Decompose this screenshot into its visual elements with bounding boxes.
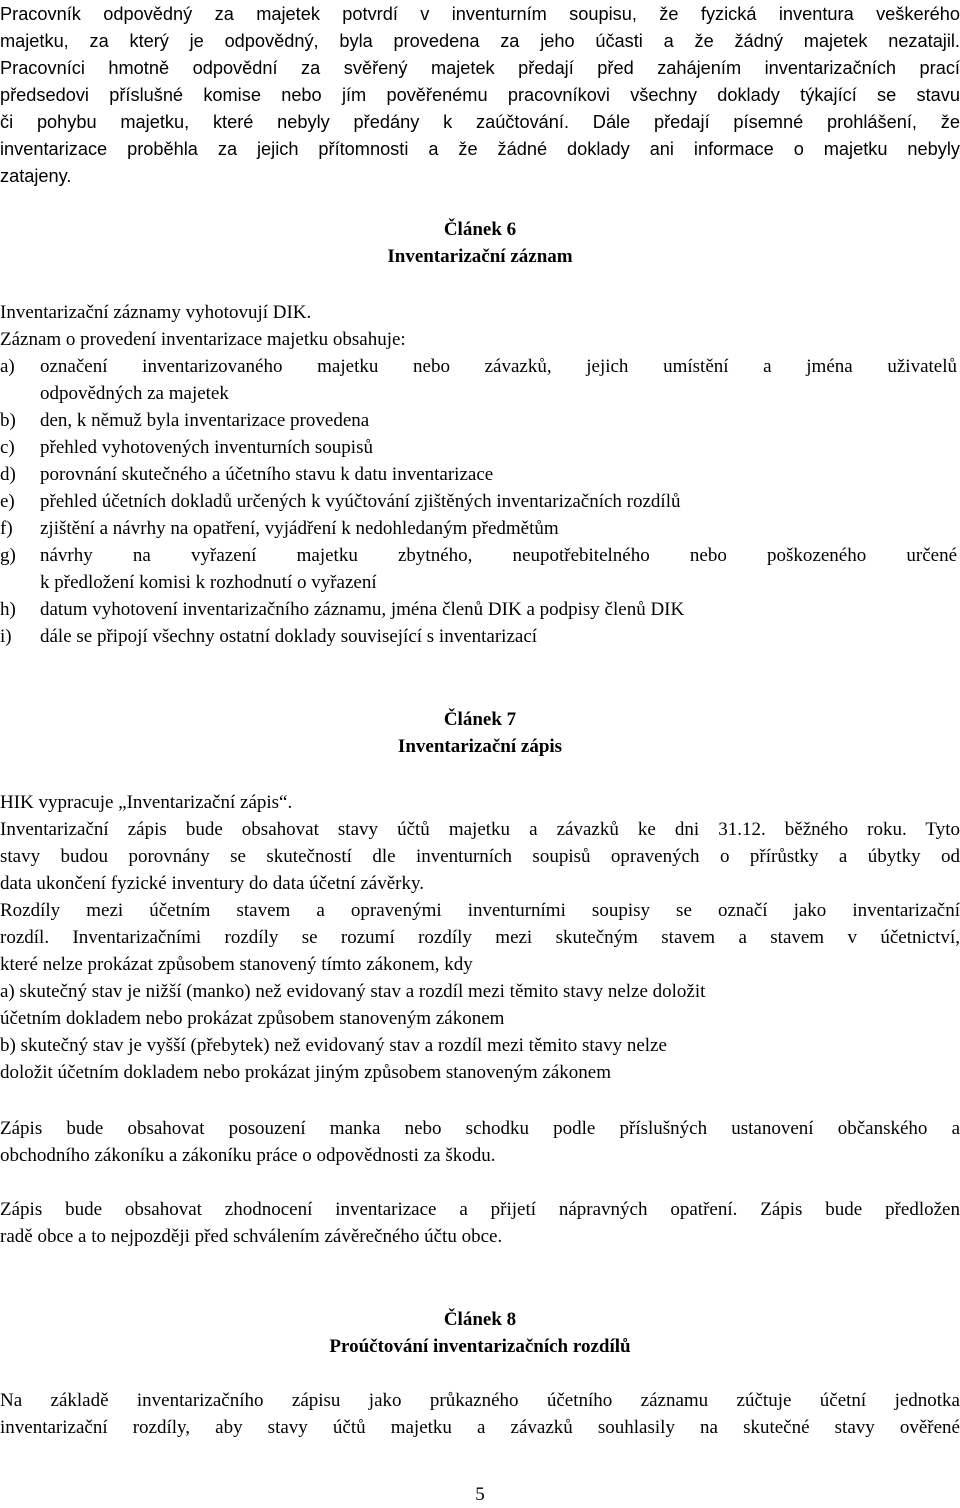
- list-item-text: označení inventarizovaného majetku nebo závazků, jejich umístění a jména uživatelů: [40, 356, 957, 377]
- body-line: a) skutečný stav je nižší (manko) než evidovaný stav a rozdíl mezi těmito stavy nelze doložit: [0, 981, 706, 1002]
- list-item-text: dále se připojí všechny ostatní doklady související s inventarizací: [40, 626, 538, 647]
- list-marker: c): [0, 437, 15, 458]
- list-item-text: zjištění a návrhy na opatření, vyjádření k nedohledaným předmětům: [40, 518, 559, 539]
- body-line: radě obce a to nejpozději před schválením závěrečného účtu obce.: [0, 1226, 503, 1247]
- list-marker: f): [0, 518, 13, 539]
- intro-line: majetku, za který je odpovědný, byla provedena za jeho účasti a že žádný majetek nezatajil.: [0, 31, 960, 51]
- article-7-paragraph-3: [0, 1196, 960, 1250]
- body-line: inventarizační rozdíly, aby stavy účtů majetku a závazků souhlasily na skutečné stavy ověřené: [0, 1417, 960, 1438]
- list-marker: b): [0, 410, 16, 431]
- article-number: Článek 8: [443, 1309, 517, 1330]
- list-item: [0, 623, 960, 650]
- article-7-body: [0, 789, 960, 1086]
- intro-line: zatajeny.: [0, 166, 72, 186]
- body-line: rozdíl. Inventarizačními rozdíly se rozumí rozdíly mezi skutečným stavem a stavem v účetnictví,: [0, 927, 960, 948]
- body-line: Na základě inventarizačního zápisu jako průkazného účetního záznamu zúčtuje účetní jednotka: [0, 1390, 960, 1411]
- intro-line: Pracovník odpovědný za majetek potvrdí v inventurním soupisu, že fyzická inventura veškerého: [0, 4, 960, 24]
- body-line: účetním dokladem nebo prokázat způsobem stanoveným zákonem: [0, 1008, 505, 1029]
- body-line: doložit účetním dokladem nebo prokázat jiným způsobem stanoveným zákonem: [0, 1062, 612, 1083]
- list-marker: h): [0, 599, 16, 620]
- article-number: Článek 7: [443, 709, 517, 730]
- article-number: Článek 6: [443, 219, 517, 240]
- list-item-text: datum vyhotovení inventarizačního záznamu, jména členů DIK a podpisy členů DIK: [40, 599, 685, 620]
- intro-paragraph: [0, 1, 960, 190]
- list-item: [0, 434, 960, 461]
- article-8-heading: [0, 1306, 960, 1360]
- body-line: HIK vypracuje „Inventarizační zápis“.: [0, 792, 293, 813]
- list-item-continuation: odpovědných za majetek: [40, 383, 229, 404]
- body-line: které nelze prokázat způsobem stanovený tímto zákonem, kdy: [0, 954, 473, 975]
- list-item: [0, 596, 960, 623]
- list-marker: g): [0, 545, 16, 566]
- list-item: [0, 461, 960, 488]
- list-item-text: porovnání skutečného a účetního stavu k datu inventarizace: [40, 464, 494, 485]
- body-line: Záznam o provedení inventarizace majetku obsahuje:: [0, 329, 406, 350]
- intro-line: předsedovi příslušné komise nebo jím pověřenému pracovníkovi všechny doklady týkající se stavu: [0, 85, 960, 105]
- list-item-text: návrhy na vyřazení majetku zbytného, neupotřebitelného nebo poškozeného určené: [40, 545, 957, 566]
- article-7-heading: [0, 706, 960, 760]
- body-line: stavy budou porovnány se skutečností dle inventurních soupisů opravených o přírůstky a úbytky od: [0, 846, 960, 867]
- intro-line: či pohybu majetku, které nebyly předány k zaúčtování. Dále předají písemné prohlášení, že: [0, 112, 960, 132]
- list-marker: a): [0, 356, 15, 377]
- intro-line: inventarizace proběhla za jejich přítomnosti a že žádné doklady ani informace o majetku nebyly: [0, 139, 960, 159]
- body-line: b) skutečný stav je vyšší (přebytek) než evidovaný stav a rozdíl mezi těmito stavy nelze: [0, 1035, 667, 1056]
- list-item-continuation: k předložení komisi k rozhodnutí o vyřazení: [40, 572, 377, 593]
- list-item-text: den, k němuž byla inventarizace provedena: [40, 410, 370, 431]
- body-line: Zápis bude obsahovat posouzení manka nebo schodku podle příslušných ustanovení občanského a: [0, 1118, 960, 1139]
- body-line: obchodního zákoníku a zákoníku práce o odpovědnosti za škodu.: [0, 1145, 496, 1166]
- list-item: [0, 407, 960, 434]
- article-8-body: [0, 1387, 960, 1441]
- body-line: data ukončení fyzické inventury do data účetní závěrky.: [0, 873, 424, 894]
- article-title: Inventarizační záznam: [387, 246, 573, 267]
- list-marker: i): [0, 626, 12, 647]
- list-item: [0, 542, 957, 569]
- list-marker: e): [0, 491, 15, 512]
- intro-line: Pracovníci hmotně odpovědní za svěřený majetek předají před zahájením inventarizačních prací: [0, 58, 960, 78]
- list-item-text: přehled účetních dokladů určených k vyúčtování zjištěných inventarizačních rozdílů: [40, 491, 681, 512]
- page-number: 5: [475, 1484, 485, 1505]
- list-item-text: přehled vyhotovených inventurních soupisů: [40, 437, 373, 458]
- list-item: [0, 488, 960, 515]
- article-6-heading: [0, 216, 960, 270]
- article-title: Proúčtování inventarizačních rozdílů: [329, 1336, 631, 1357]
- body-line: Zápis bude obsahovat zhodnocení inventarizace a přijetí nápravných opatření. Zápis bude předložen: [0, 1199, 960, 1220]
- article-title: Inventarizační zápis: [397, 736, 563, 757]
- article-7-paragraph-2: [0, 1115, 960, 1169]
- list-item: [0, 515, 960, 542]
- article-6-body: [0, 299, 960, 650]
- body-line: Rozdíly mezi účetním stavem a opravenými inventurními soupisy se označí jako inventarizační: [0, 900, 960, 921]
- list-item: [0, 353, 957, 380]
- list-marker: d): [0, 464, 16, 485]
- body-line: Inventarizační zápis bude obsahovat stavy účtů majetku a závazků ke dni 31.12. běžného roku. Tyto: [0, 819, 960, 840]
- body-line: Inventarizační záznamy vyhotovují DIK.: [0, 302, 312, 323]
